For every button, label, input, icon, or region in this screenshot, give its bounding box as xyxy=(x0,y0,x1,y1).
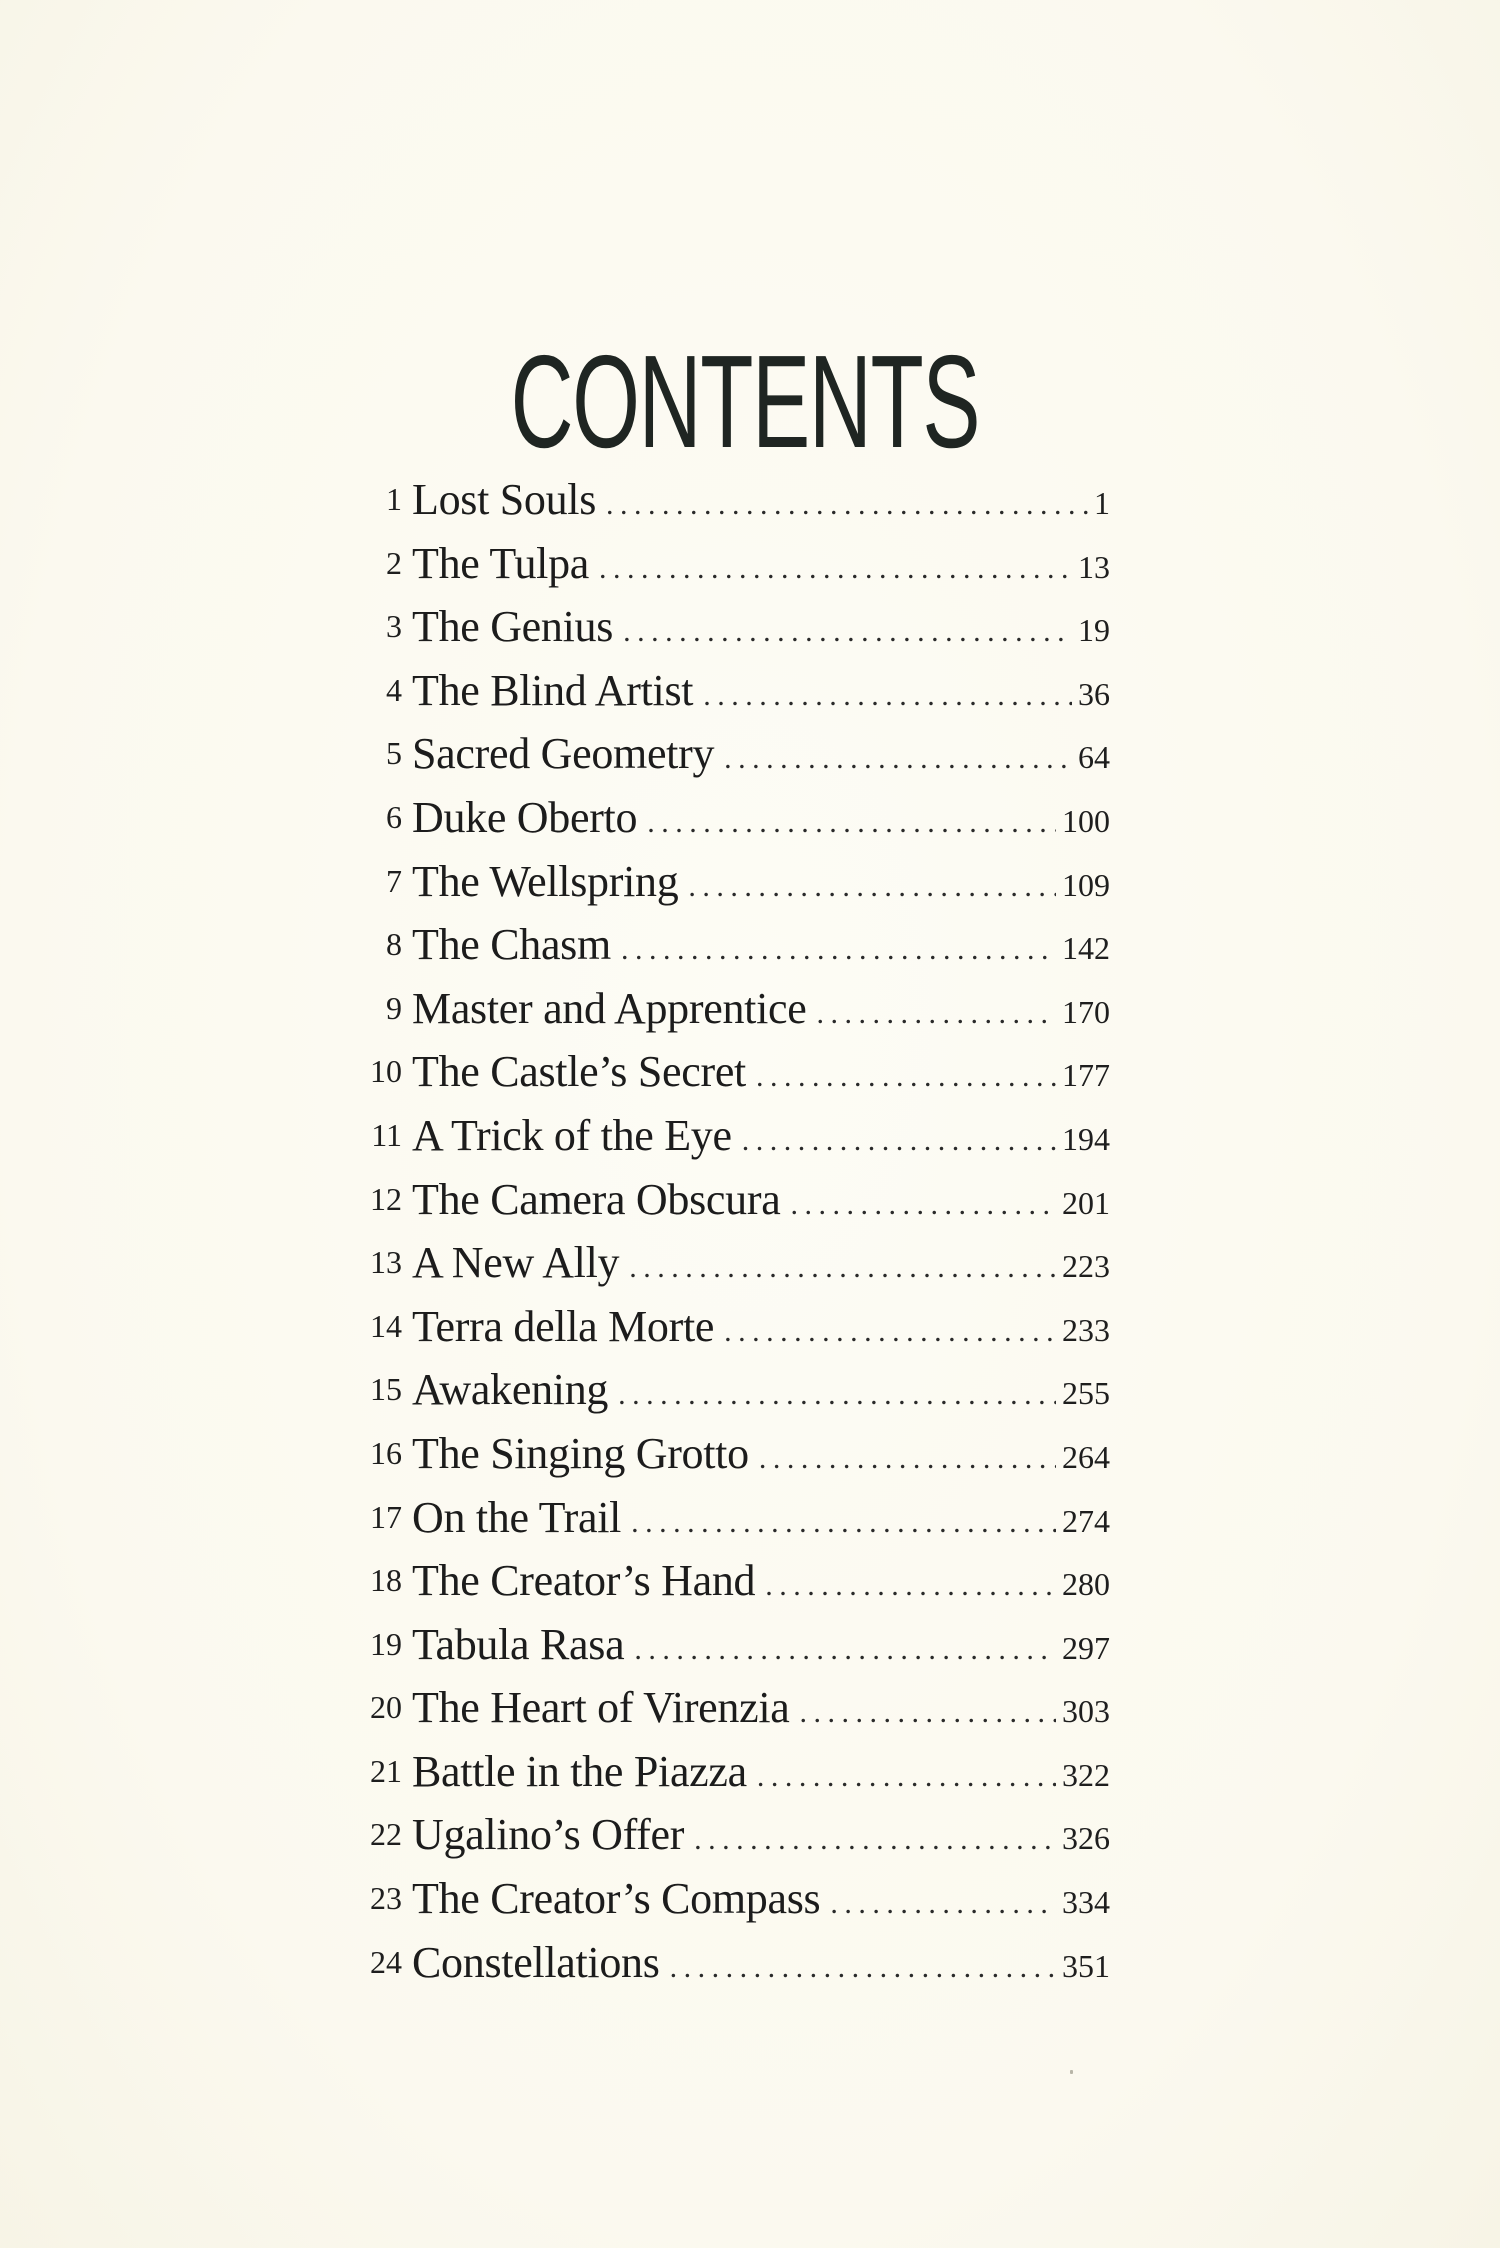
page-number: 223 xyxy=(1062,1248,1110,1285)
dot-leader xyxy=(724,1300,1056,1364)
chapter-number: 21 xyxy=(370,1752,402,1789)
toc-entry-line xyxy=(412,532,1110,601)
chapter-number: 7 xyxy=(386,862,402,899)
chapter-title: Tabula Rasa xyxy=(412,1619,625,1669)
page-number: 194 xyxy=(1062,1120,1110,1157)
page-number: 170 xyxy=(1062,993,1110,1030)
page-number: 255 xyxy=(1062,1375,1110,1412)
chapter-number: 12 xyxy=(370,1180,402,1217)
toc-entry xyxy=(330,1549,1110,1613)
page-number: 1 xyxy=(1094,485,1110,521)
page-number: 19 xyxy=(1078,612,1110,649)
chapter-number: 23 xyxy=(370,1880,402,1917)
chapter-title: The Singing Grotto xyxy=(412,1428,749,1478)
page-number: 326 xyxy=(1062,1820,1110,1857)
chapter-title: Duke Oberto xyxy=(412,792,638,842)
page-number: 322 xyxy=(1062,1756,1110,1793)
chapter-number: 22 xyxy=(370,1816,402,1853)
chapter-number: 18 xyxy=(370,1562,402,1599)
chapter-number: 10 xyxy=(370,1053,402,1090)
page-number: 109 xyxy=(1062,866,1110,903)
chapter-number: 11 xyxy=(371,1116,402,1153)
toc-entry-line xyxy=(412,977,1110,1046)
page-number: 297 xyxy=(1062,1629,1110,1666)
toc-entry xyxy=(330,1613,1110,1677)
toc-entry-line xyxy=(412,659,1110,728)
chapter-number: 15 xyxy=(370,1371,402,1408)
chapter-number: 20 xyxy=(370,1689,402,1726)
toc-entry xyxy=(330,532,1110,596)
toc-entry xyxy=(330,786,1110,850)
page-number: 142 xyxy=(1062,930,1110,967)
dot-leader xyxy=(757,1745,1056,1809)
dot-leader xyxy=(688,855,1056,919)
toc-entry-line xyxy=(412,1295,1110,1364)
toc-entry xyxy=(330,1231,1110,1295)
page-number: 280 xyxy=(1062,1566,1110,1603)
chapter-title: On the Trail xyxy=(412,1492,622,1542)
page-number: 64 xyxy=(1078,739,1110,776)
chapter-title: The Tulpa xyxy=(412,538,589,588)
dot-leader xyxy=(599,537,1072,601)
chapter-number: 4 xyxy=(386,671,402,708)
toc-entry-line xyxy=(412,1231,1110,1300)
dot-leader xyxy=(694,1808,1056,1872)
dot-leader xyxy=(759,1427,1056,1491)
page-number: 303 xyxy=(1062,1693,1110,1730)
toc-entry xyxy=(330,1867,1110,1931)
dot-leader xyxy=(606,473,1088,537)
dot-leader xyxy=(742,1109,1056,1173)
toc-entry-line xyxy=(412,1104,1110,1173)
chapter-title: Ugalino’s Offer xyxy=(412,1810,685,1860)
chapter-number: 17 xyxy=(370,1498,402,1535)
dot-leader xyxy=(800,1681,1057,1745)
dot-leader xyxy=(621,918,1056,982)
chapter-number: 19 xyxy=(370,1625,402,1662)
toc-entry xyxy=(330,468,1110,532)
dot-leader xyxy=(623,600,1072,664)
chapter-title: Battle in the Piazza xyxy=(412,1746,747,1796)
chapter-number: 2 xyxy=(386,544,402,581)
chapter-title: The Genius xyxy=(412,602,614,652)
toc-entry-line xyxy=(412,1422,1110,1491)
dot-leader xyxy=(631,1491,1056,1555)
chapter-title: The Blind Artist xyxy=(412,665,694,715)
page-number: 264 xyxy=(1062,1438,1110,1475)
toc-entry-line xyxy=(412,1931,1110,2000)
chapter-title: A Trick of the Eye xyxy=(412,1110,732,1160)
chapter-title: The Wellspring xyxy=(412,856,679,906)
toc-entry-line xyxy=(412,1867,1110,1936)
dot-leader xyxy=(816,982,1056,1046)
chapter-number: 3 xyxy=(386,608,402,645)
toc-entry xyxy=(330,659,1110,723)
chapter-number: 9 xyxy=(386,989,402,1026)
toc-entry-line xyxy=(412,1168,1110,1237)
toc-entry-line xyxy=(412,786,1110,855)
table-of-contents xyxy=(330,468,1110,1994)
toc-entry xyxy=(330,1358,1110,1422)
dot-leader xyxy=(724,727,1072,791)
toc-entry-line xyxy=(412,722,1110,791)
chapter-number: 1 xyxy=(386,481,402,517)
toc-entry xyxy=(330,913,1110,977)
toc-entry-line xyxy=(412,1358,1110,1427)
toc-entry xyxy=(330,1295,1110,1359)
toc-entry xyxy=(330,850,1110,914)
page-number: 100 xyxy=(1062,802,1110,839)
toc-entry-line xyxy=(412,1549,1110,1618)
dot-leader xyxy=(618,1363,1056,1427)
chapter-number: 8 xyxy=(386,926,402,963)
toc-entry xyxy=(330,1676,1110,1740)
toc-entry xyxy=(330,977,1110,1041)
toc-entry-line xyxy=(412,468,1110,537)
chapter-title: The Chasm xyxy=(412,920,611,970)
toc-entry-line xyxy=(412,1040,1110,1109)
page-number: 201 xyxy=(1062,1184,1110,1221)
dot-leader xyxy=(790,1173,1056,1237)
toc-entry xyxy=(330,1040,1110,1104)
toc-entry xyxy=(330,722,1110,786)
dot-leader xyxy=(830,1872,1056,1936)
chapter-number: 14 xyxy=(370,1307,402,1344)
chapter-title: The Heart of Virenzia xyxy=(412,1683,790,1733)
chapter-title: Master and Apprentice xyxy=(412,983,807,1033)
chapter-number: 24 xyxy=(370,1943,402,1980)
chapter-title: The Camera Obscura xyxy=(412,1174,781,1224)
toc-entry-line xyxy=(412,1613,1110,1682)
chapter-title: Awakening xyxy=(412,1365,609,1415)
toc-entry xyxy=(330,1104,1110,1168)
toc-entry xyxy=(330,1422,1110,1486)
dot-leader xyxy=(634,1618,1056,1682)
chapter-title: The Creator’s Hand xyxy=(412,1556,756,1606)
toc-entry-line xyxy=(412,913,1110,982)
dot-leader xyxy=(647,791,1056,855)
toc-entry xyxy=(330,1486,1110,1550)
dot-leader xyxy=(756,1045,1056,1109)
page-number: 233 xyxy=(1062,1311,1110,1348)
page-number: 177 xyxy=(1062,1057,1110,1094)
page-number: 13 xyxy=(1078,548,1110,585)
paper-speck xyxy=(1070,2070,1073,2074)
dot-leader xyxy=(765,1554,1056,1618)
page-number: 334 xyxy=(1062,1884,1110,1921)
toc-entry-line xyxy=(412,1803,1110,1872)
chapter-title: Lost Souls xyxy=(412,475,597,524)
page-number: 351 xyxy=(1062,1947,1110,1984)
toc-entry xyxy=(330,1740,1110,1804)
chapter-title: Terra della Morte xyxy=(412,1301,715,1351)
toc-entry xyxy=(330,1168,1110,1232)
dot-leader xyxy=(670,1936,1056,2000)
chapter-title: Sacred Geometry xyxy=(412,729,715,779)
chapter-title: The Creator’s Compass xyxy=(412,1874,821,1924)
chapter-title: Constellations xyxy=(412,1937,660,1987)
page-title: CONTENTS xyxy=(510,328,980,476)
toc-entry-line xyxy=(412,1676,1110,1745)
dot-leader xyxy=(703,664,1072,728)
chapter-number: 16 xyxy=(370,1434,402,1471)
toc-entry-line xyxy=(412,595,1110,664)
toc-entry-line xyxy=(412,1740,1110,1809)
toc-entry xyxy=(330,1803,1110,1867)
toc-entry xyxy=(330,1931,1110,1995)
toc-entry-line xyxy=(412,1486,1110,1555)
chapter-number: 13 xyxy=(370,1244,402,1281)
chapter-number: 5 xyxy=(386,735,402,772)
toc-entry-line xyxy=(412,850,1110,919)
chapter-number: 6 xyxy=(386,798,402,835)
dot-leader xyxy=(629,1236,1056,1300)
toc-entry xyxy=(330,595,1110,659)
page-number: 36 xyxy=(1078,675,1110,712)
chapter-title: The Castle’s Secret xyxy=(412,1047,746,1097)
page-number: 274 xyxy=(1062,1502,1110,1539)
chapter-title: A New Ally xyxy=(412,1238,620,1288)
